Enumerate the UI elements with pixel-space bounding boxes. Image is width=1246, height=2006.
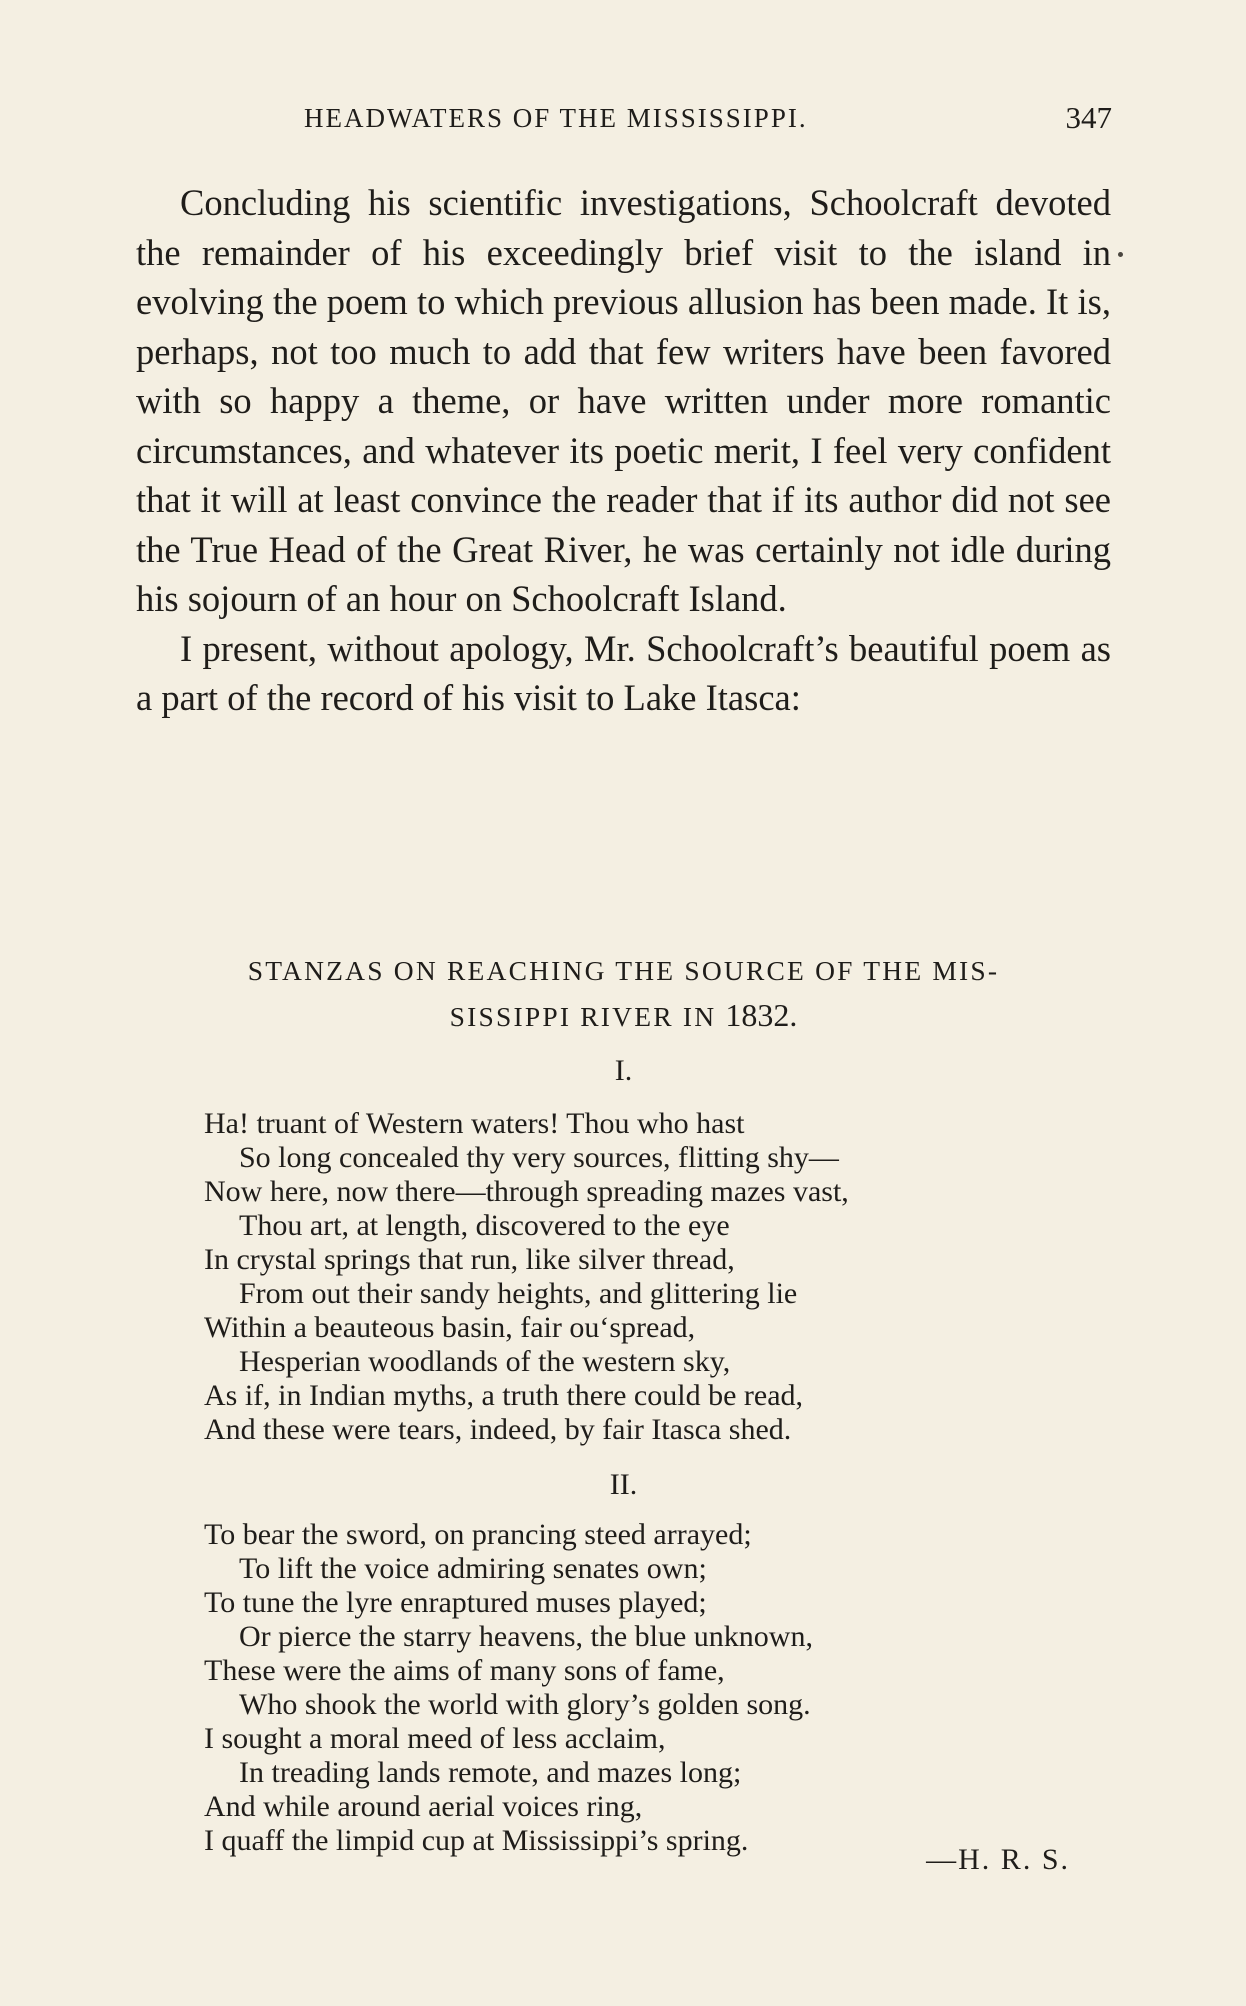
- page-header: [136, 98, 1116, 142]
- poem-line: So long concealed thy very sources, flitting shy—: [239, 1141, 839, 1174]
- poem-line: Hesperian woodlands of the western sky,: [239, 1345, 731, 1378]
- poem-line: And while around aerial voices ring,: [204, 1790, 643, 1823]
- paragraph: Concluding his scientific investigations, Schoolcraft devoted the remainder of his exceedingly brief visit to the island in evolving the poem to which previous allusion has been made. It is, perhaps, not too much to add that few writers have been favored with so happy a theme, or have written under more romantic circumstances, and whatever its poetic merit, I feel very confident that it will at least convince the reader that if its author did not see the True Head of the Great River, he was certainly not idle during his sojourn of an hour on Schoolcraft Island.: [136, 182, 1111, 619]
- poem-line: Or pierce the starry heavens, the blue unknown,: [239, 1620, 813, 1653]
- poem-signature: —H. R. S.: [926, 1843, 1070, 1876]
- stanza-number-1: I.: [614, 1054, 633, 1087]
- poem-title-line-2-text: SISSIPPI RIVER IN: [449, 1001, 717, 1032]
- poem-line: Within a beauteous basin, fair ou‘spread,: [204, 1311, 696, 1344]
- poem-line: Thou art, at length, discovered to the eye: [239, 1209, 730, 1242]
- page-number: 347: [1065, 100, 1112, 135]
- stanza-2: [204, 1518, 1104, 1858]
- poem-line: To bear the sword, on prancing steed arrayed;: [204, 1518, 752, 1551]
- poem-line: I sought a moral meed of less acclaim,: [204, 1722, 666, 1755]
- poem-line: I quaff the limpid cup at Mississippi’s spring.: [204, 1824, 749, 1857]
- poem-title-line-2: [136, 993, 1111, 1039]
- poem-title-line-1: STANZAS ON REACHING THE SOURCE OF THE MIS-: [247, 955, 1000, 986]
- poem-line: These were the aims of many sons of fame,: [204, 1654, 725, 1687]
- margin-mark: [1118, 252, 1123, 257]
- stanza-1: [204, 1107, 1104, 1447]
- poem-line: Ha! truant of Western waters! Thou who hast: [204, 1107, 745, 1140]
- poem-title: [136, 948, 1111, 1039]
- prose-body: [136, 178, 1111, 723]
- poem-line: In crystal springs that run, like silver thread,: [204, 1243, 735, 1276]
- poem-line: And these were tears, indeed, by fair Itasca shed.: [204, 1413, 792, 1446]
- paragraph: I present, without apology, Mr. Schoolcraft’s beautiful poem as a part of the record of his visit to Lake Itasca:: [136, 627, 1111, 718]
- poem-line: Who shook the world with glory’s golden song.: [239, 1688, 811, 1721]
- poem-line: From out their sandy heights, and glittering lie: [239, 1277, 798, 1310]
- poem-line: As if, in Indian myths, a truth there could be read,: [204, 1379, 804, 1412]
- poem-line: To tune the lyre enraptured muses played;: [204, 1586, 707, 1619]
- poem-line: Now here, now there—through spreading mazes vast,: [204, 1175, 849, 1208]
- running-title: HEADWATERS OF THE MISSISSIPPI.: [304, 103, 808, 133]
- poem-line: In treading lands remote, and mazes long;: [239, 1756, 742, 1789]
- poem-line: To lift the voice admiring senates own;: [239, 1552, 707, 1585]
- poem-year: 1832.: [725, 997, 798, 1033]
- stanza-number-2: II.: [609, 1468, 638, 1501]
